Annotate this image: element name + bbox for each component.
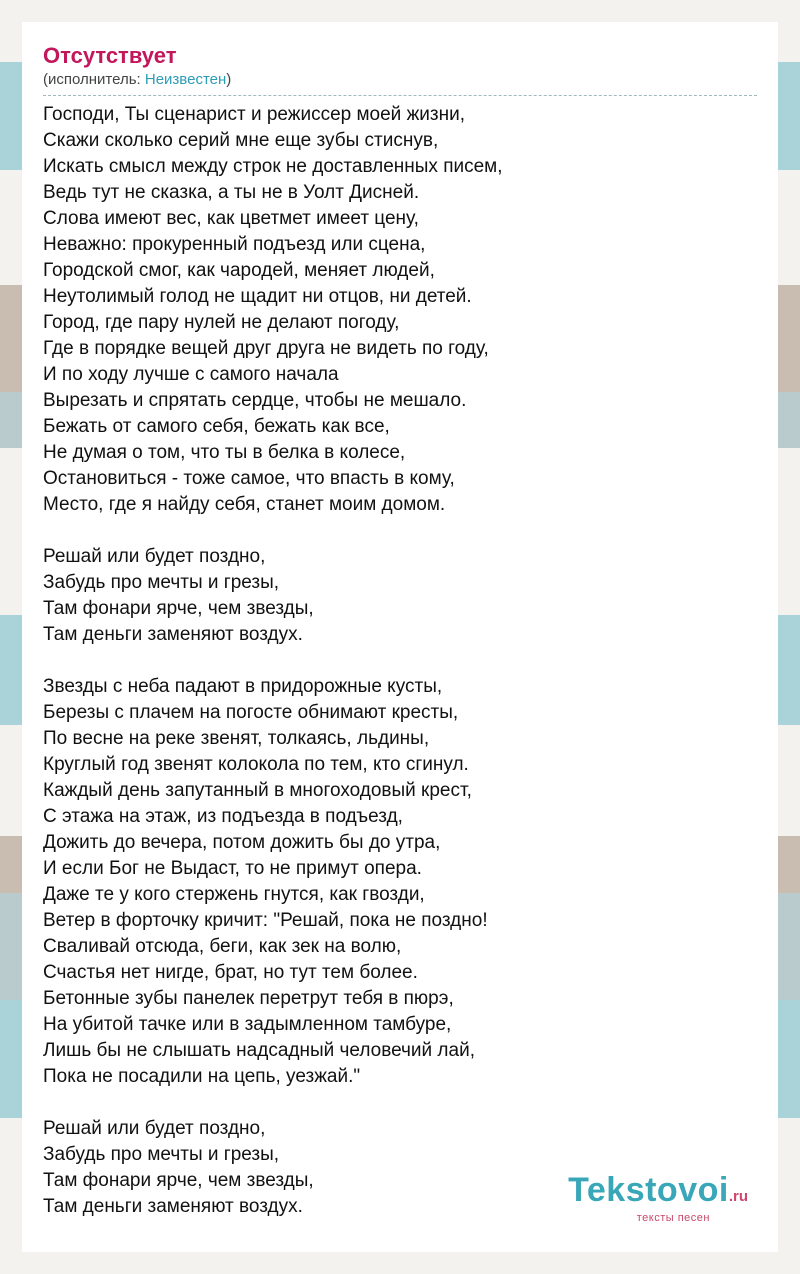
lyric-line: И если Бог не Выдаст, то не примут опера. (43, 858, 422, 879)
lyric-line: Вырезать и спрятать сердце, чтобы не мешало. (43, 390, 467, 411)
lyric-line: Скажи сколько серий мне еще зубы стиснув, (43, 130, 439, 151)
lyric-line: Неутолимый голод не щадит ни отцов, ни детей. (43, 286, 472, 307)
lyric-line: По весне на реке звенят, толкаясь, льдины, (43, 728, 430, 749)
lyric-line: Там деньги заменяют воздух. (43, 624, 303, 645)
lyric-line: Даже те у кого стержень гнутся, как гвозди, (43, 884, 425, 905)
lyric-line: Место, где я найду себя, станет моим домом. (43, 494, 446, 515)
lyric-line: С этажа на этаж, из подъезда в подъезд, (43, 806, 403, 827)
lyric-line: Не думая о том, что ты в белка в колесе, (43, 442, 406, 463)
lyric-line: Каждый день запутанный в многоходовый крест, (43, 780, 472, 801)
lyric-line: Там деньги заменяют воздух. (43, 1196, 303, 1217)
lyric-line: Искать смысл между строк не доставленных писем, (43, 156, 503, 177)
lyric-line: На убитой тачке или в задымленном тамбуре, (43, 1014, 452, 1035)
lyric-line: Звезды с неба падают в придорожные кусты, (43, 676, 443, 697)
artist-prefix: (исполнитель: (43, 71, 145, 88)
lyric-line: И по ходу лучше с самого начала (43, 364, 339, 385)
song-title: Отсутствует (43, 43, 177, 68)
lyric-line: Забудь про мечты и грезы, (43, 1144, 280, 1165)
lyric-line: Остановиться - тоже самое, что впасть в кому, (43, 468, 455, 489)
lyric-line: Слова имеют вес, как цветмет имеет цену, (43, 208, 419, 229)
lyric-line: Город, где пару нулей не делают погоду, (43, 312, 400, 333)
lyric-line: Там фонари ярче, чем звезды, (43, 598, 314, 619)
lyric-line: Пока не посадили на цепь, уезжай." (43, 1066, 361, 1087)
lyric-line: Лишь бы не слышать надсадный человечий лай, (43, 1040, 475, 1061)
lyric-line: Городской смог, как чародей, меняет людей, (43, 260, 435, 281)
logo-tagline: тексты песен (636, 1212, 710, 1224)
lyric-line: Березы с плачем на погосте обнимают кресты, (43, 702, 459, 723)
site-logo[interactable] (568, 1173, 748, 1224)
lyric-line: Где в порядке вещей друг друга не видеть по году, (43, 338, 489, 359)
lyrics-card (22, 22, 778, 1252)
artist-link[interactable]: Неизвестен (144, 71, 227, 88)
stanza (43, 102, 757, 518)
stanza (43, 674, 757, 1090)
artist-line (43, 70, 757, 90)
lyric-line: Круглый год звенят колокола по тем, кто сгинул. (43, 754, 469, 775)
lyric-line: Неважно: прокуренный подъезд или сцена, (43, 234, 426, 255)
lyric-line: Решай или будет поздно, (43, 546, 266, 567)
lyric-line: Счастья нет нигде, брат, но тут тем более. (43, 962, 418, 983)
divider (43, 95, 757, 96)
lyric-line: Забудь про мечты и грезы, (43, 572, 280, 593)
artist-suffix: ) (226, 71, 232, 88)
lyric-line: Дожить до вечера, потом дожить бы до утра, (43, 832, 441, 853)
lyric-line: Бежать от самого себя, бежать как все, (43, 416, 390, 437)
lyric-line: Ведь тут не сказка, а ты не в Уолт Дисней. (43, 182, 420, 203)
lyric-line: Сваливай отсюда, беги, как зек на волю, (43, 936, 402, 957)
lyric-line: Решай или будет поздно, (43, 1118, 266, 1139)
lyric-line: Бетонные зубы панелек перетрут тебя в пюрэ, (43, 988, 454, 1009)
logo-tld: .ru (728, 1188, 748, 1205)
lyric-line: Ветер в форточку кричит: "Решай, пока не поздно! (43, 910, 488, 931)
stanza (43, 544, 757, 648)
lyrics-body (43, 102, 757, 1220)
logo-name: Tekstovoi (568, 1171, 729, 1209)
lyric-line: Господи, Ты сценарист и режиссер моей жизни, (43, 104, 465, 125)
lyric-line: Там фонари ярче, чем звезды, (43, 1170, 314, 1191)
